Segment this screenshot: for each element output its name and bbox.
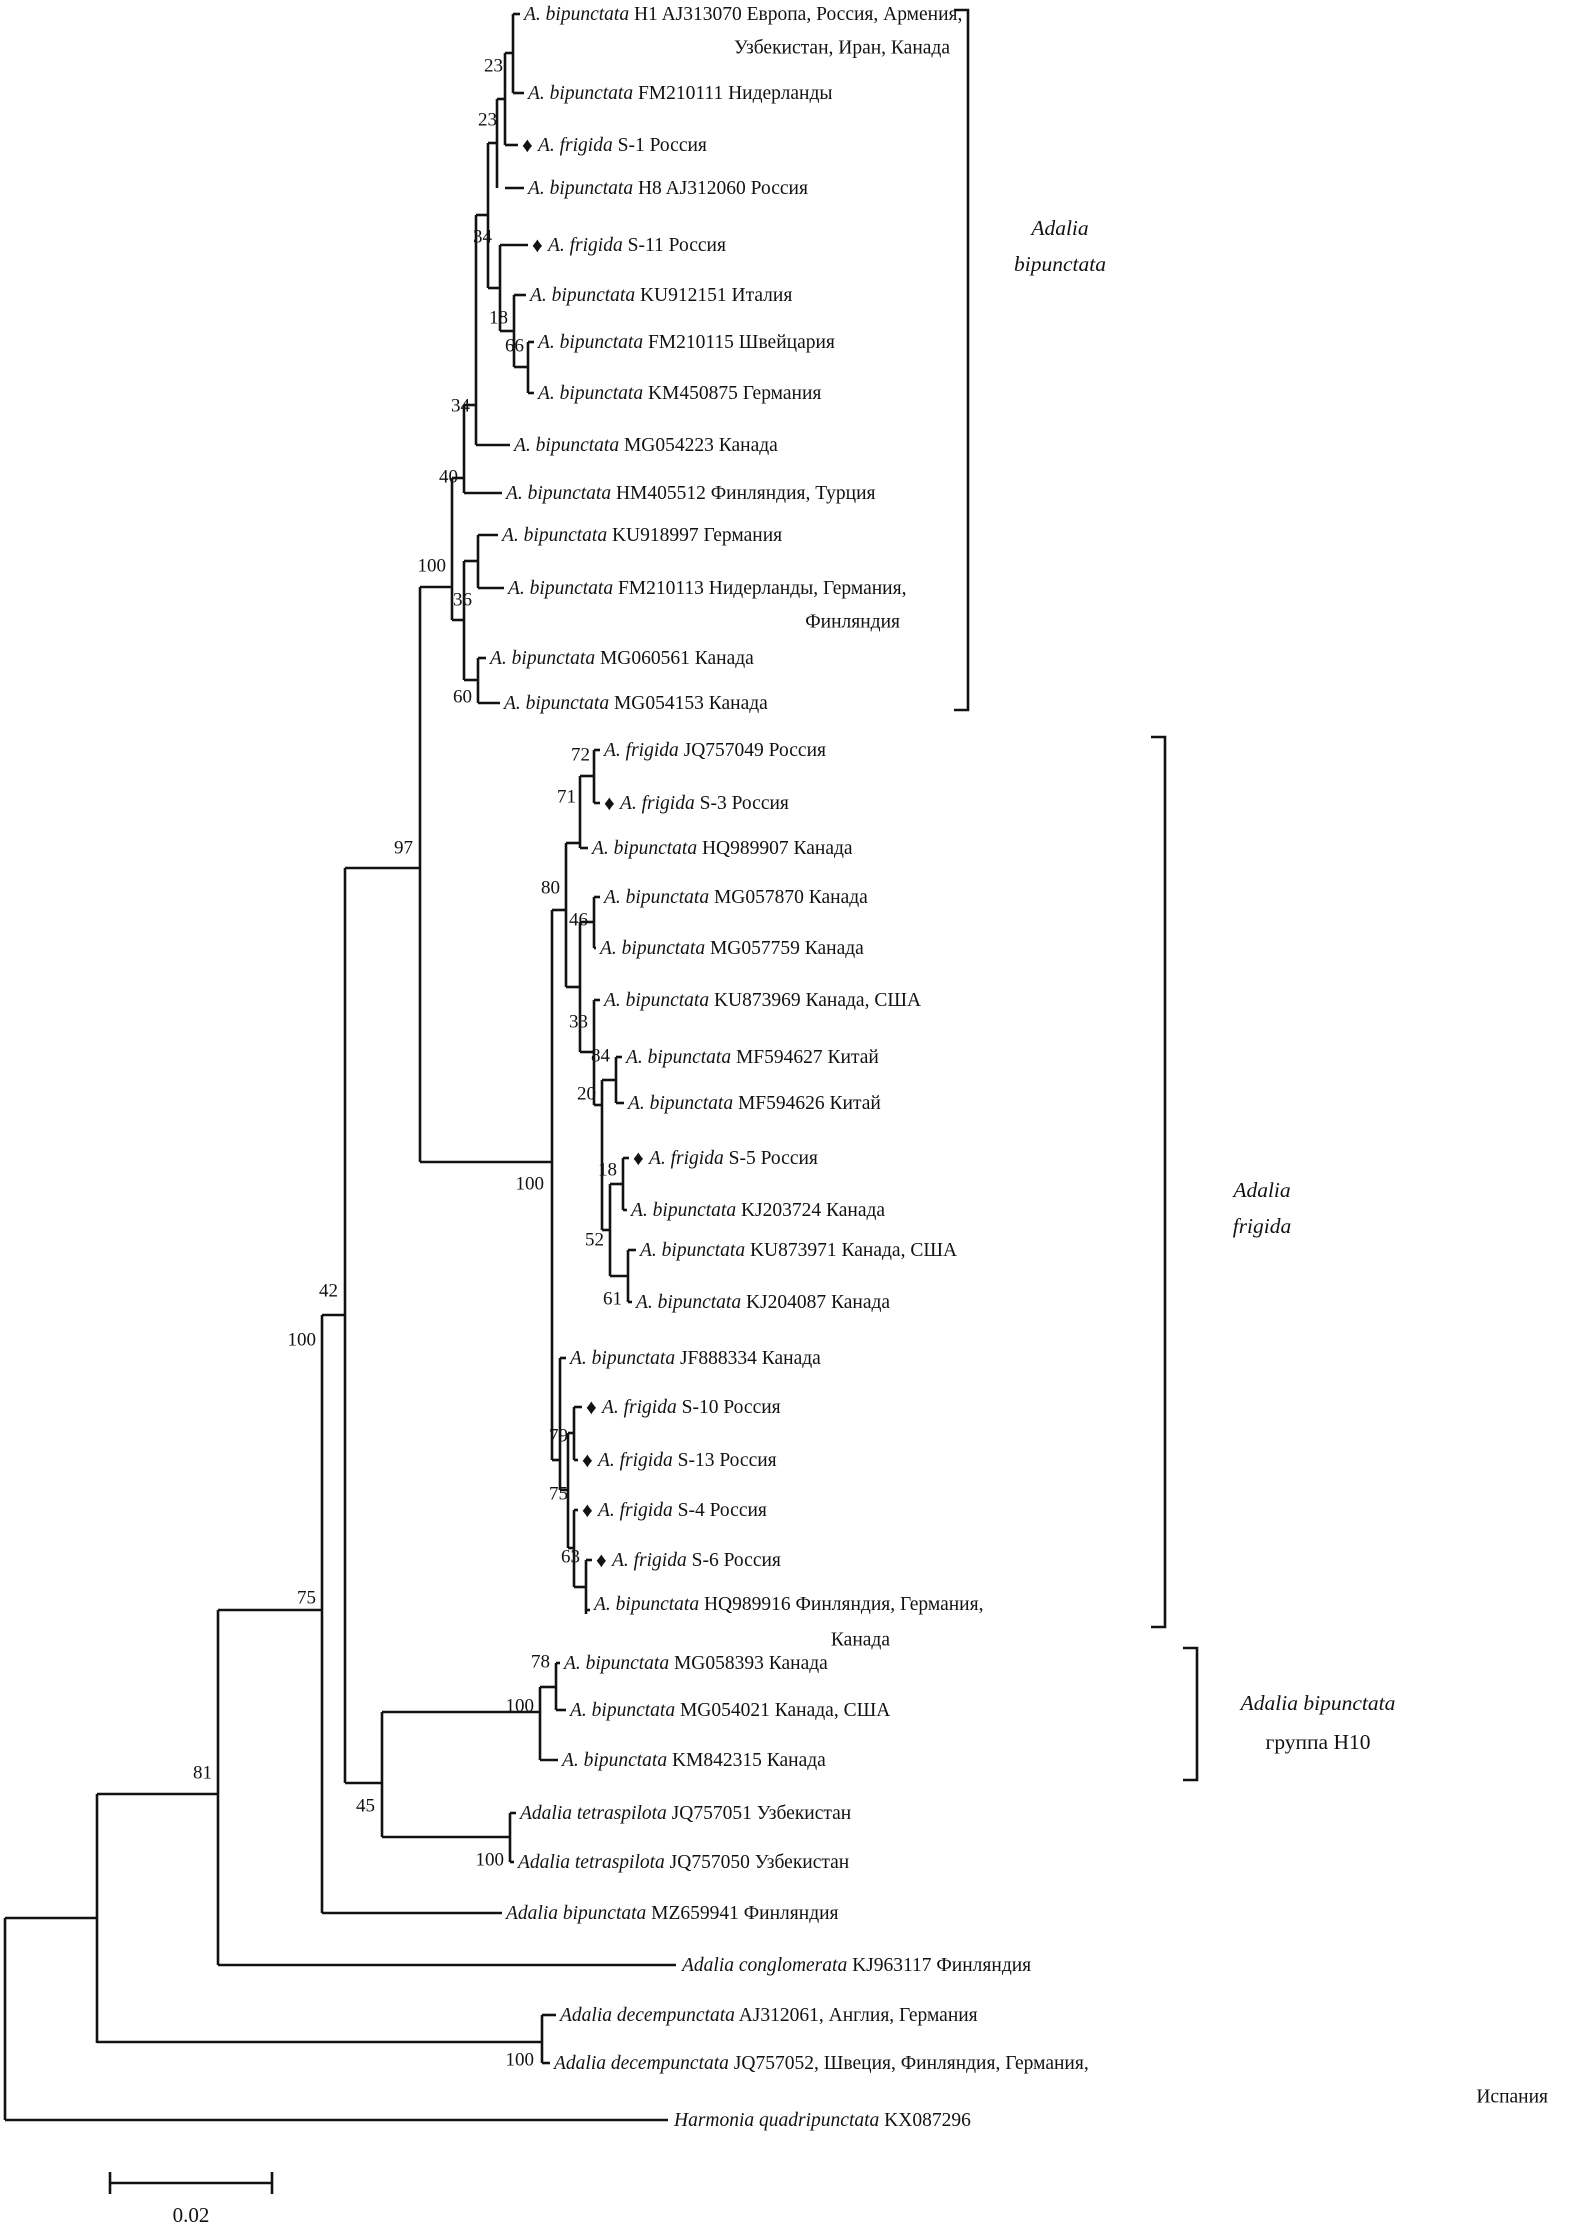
- bootstrap-support-value: 23: [484, 55, 503, 77]
- bootstrap-support-value: 100: [515, 1173, 544, 1195]
- leaf-label: ♦ A. frigida S-11 Россия: [532, 233, 726, 257]
- leaf-label: A. bipunctata KM450875 Германия: [538, 382, 822, 404]
- bootstrap-support-value: 46: [569, 909, 588, 931]
- diamond-icon: ♦: [633, 1146, 649, 1170]
- clade-label: Adalia: [1233, 1178, 1291, 1202]
- bootstrap-support-value: 81: [193, 1762, 212, 1784]
- bootstrap-support-value: 72: [571, 744, 590, 766]
- bootstrap-support-value: 36: [453, 589, 472, 611]
- bootstrap-support-value: 79: [549, 1425, 568, 1447]
- leaf-label: A. bipunctata FM210113 Нидерланды, Германия,: [508, 577, 907, 599]
- clade-label: bipunctata: [1014, 252, 1106, 276]
- leaf-label: Adalia decempunctata JQ757052, Швеция, Финляндия, Германия,: [554, 2052, 1089, 2074]
- leaf-label: A. bipunctata H1 AJ313070 Европа, Россия, Армения,: [524, 3, 963, 25]
- leaf-label: Harmonia quadripunctata KX087296: [674, 2109, 971, 2131]
- leaf-label: A. bipunctata MG058393 Канада: [564, 1652, 828, 1674]
- leaf-label-line2: Испания: [1476, 2086, 1548, 2108]
- leaf-label: A. bipunctata JF888334 Канада: [570, 1347, 821, 1369]
- bootstrap-support-value: 18: [598, 1159, 617, 1181]
- leaf-label: Adalia bipunctata MZ659941 Финляндия: [506, 1902, 839, 1924]
- diamond-icon: ♦: [596, 1548, 612, 1572]
- leaf-label: A. bipunctata HQ989907 Канада: [592, 837, 853, 859]
- leaf-label: ♦ A. frigida S-4 Россия: [582, 1498, 767, 1522]
- bootstrap-support-value: 84: [591, 1045, 610, 1067]
- bootstrap-support-value: 100: [505, 1695, 534, 1717]
- leaf-label: ♦ A. frigida S-3 Россия: [604, 791, 789, 815]
- bootstrap-support-value: 80: [541, 877, 560, 899]
- diamond-icon: ♦: [582, 1498, 598, 1522]
- leaf-label: Adalia conglomerata KJ963117 Финляндия: [682, 1954, 1032, 1976]
- clade-label: frigida: [1232, 1214, 1292, 1238]
- diamond-icon: ♦: [522, 133, 538, 157]
- bootstrap-support-value: 63: [561, 1546, 580, 1568]
- clade-bracket: [954, 10, 968, 710]
- bootstrap-support-value: 97: [394, 837, 413, 859]
- bootstrap-support-value: 100: [505, 2049, 534, 2071]
- clade-bracket: [1151, 737, 1165, 1627]
- leaf-label: A. bipunctata MG057870 Канада: [604, 886, 868, 908]
- leaf-label: A. bipunctata KU918997 Германия: [502, 524, 783, 546]
- bootstrap-support-value: 78: [531, 1651, 550, 1673]
- bootstrap-support-value: 100: [287, 1329, 316, 1351]
- leaf-label: Adalia tetraspilota JQ757051 Узбекистан: [520, 1802, 852, 1824]
- clade-bracket: [1183, 1648, 1197, 1780]
- bootstrap-support-value: 52: [585, 1229, 604, 1251]
- bootstrap-support-value: 61: [603, 1288, 622, 1310]
- leaf-label: A. bipunctata MG054223 Канада: [514, 434, 778, 456]
- bootstrap-support-value: 34: [473, 226, 492, 248]
- bootstrap-support-value: 100: [475, 1849, 504, 1871]
- leaf-label: A. bipunctata MG054021 Канада, США: [570, 1699, 891, 1721]
- leaf-label: ♦ A. frigida S-13 Россия: [582, 1448, 777, 1472]
- bootstrap-support-value: 75: [297, 1587, 316, 1609]
- leaf-label: A. bipunctata FM210115 Швейцария: [538, 331, 835, 353]
- leaf-label: Adalia decempunctata AJ312061, Англия, Германия: [560, 2004, 978, 2026]
- leaf-label: ♦ A. frigida S-6 Россия: [596, 1548, 781, 1572]
- leaf-label: A. bipunctata HM405512 Финляндия, Турция: [506, 482, 876, 504]
- leaf-label: ♦ A. frigida S-1 Россия: [522, 133, 707, 157]
- leaf-label: A. bipunctata FM210111 Нидерланды: [528, 82, 833, 104]
- diamond-icon: ♦: [586, 1395, 602, 1419]
- leaf-label-line2: Финляндия: [805, 611, 900, 633]
- bootstrap-support-value: 33: [569, 1011, 588, 1033]
- leaf-label: A. bipunctata KU873971 Канада, США: [640, 1239, 958, 1261]
- bootstrap-support-value: 75: [549, 1483, 568, 1505]
- leaf-label: A. bipunctata KJ203724 Канада: [631, 1199, 886, 1221]
- diamond-icon: ♦: [582, 1448, 598, 1472]
- leaf-label: A. bipunctata KU873969 Канада, США: [604, 989, 922, 1011]
- leaf-label: Adalia tetraspilota JQ757050 Узбекистан: [518, 1851, 850, 1873]
- leaf-label: A. bipunctata MF594626 Китай: [628, 1092, 881, 1114]
- bootstrap-support-value: 42: [319, 1280, 338, 1302]
- leaf-label: ♦ A. frigida S-10 Россия: [586, 1395, 781, 1419]
- bootstrap-support-value: 23: [478, 109, 497, 131]
- bootstrap-support-value: 71: [557, 786, 576, 808]
- clade-label: группа H10: [1265, 1730, 1371, 1754]
- bootstrap-support-value: 100: [417, 555, 446, 577]
- clade-label: Adalia: [1031, 216, 1089, 240]
- bootstrap-support-value: 34: [451, 395, 470, 417]
- leaf-label: A. bipunctata H8 AJ312060 Россия: [528, 177, 808, 199]
- bootstrap-support-value: 20: [577, 1083, 596, 1105]
- leaf-label: A. bipunctata KM842315 Канада: [562, 1749, 826, 1771]
- leaf-label: A. bipunctata MG060561 Канада: [490, 647, 754, 669]
- leaf-label: A. bipunctata KJ204087 Канада: [636, 1291, 891, 1313]
- diamond-icon: ♦: [532, 233, 548, 257]
- bootstrap-support-value: 60: [453, 686, 472, 708]
- clade-label: Adalia bipunctata: [1240, 1691, 1396, 1715]
- diamond-icon: ♦: [604, 791, 620, 815]
- leaf-label: A. bipunctata KU912151 Италия: [530, 284, 793, 306]
- scale-bar-label: 0.02: [172, 2203, 210, 2227]
- bootstrap-support-value: 45: [356, 1795, 375, 1817]
- bootstrap-support-value: 40: [439, 466, 458, 488]
- leaf-label: A. frigida JQ757049 Россия: [604, 739, 826, 761]
- leaf-label: A. bipunctata HQ989916 Финляндия, Германия,: [594, 1593, 984, 1615]
- leaf-label: A. bipunctata MG057759 Канада: [600, 937, 864, 959]
- bootstrap-support-value: 66: [505, 335, 524, 357]
- leaf-label: A. bipunctata MF594627 Китай: [626, 1046, 879, 1068]
- leaf-label-line2: Узбекистан, Иран, Канада: [733, 37, 950, 59]
- leaf-label: A. bipunctata MG054153 Канада: [504, 692, 768, 714]
- bootstrap-support-value: 18: [489, 307, 508, 329]
- leaf-label: ♦ A. frigida S-5 Россия: [633, 1146, 818, 1170]
- leaf-label-line2: Канада: [830, 1629, 890, 1651]
